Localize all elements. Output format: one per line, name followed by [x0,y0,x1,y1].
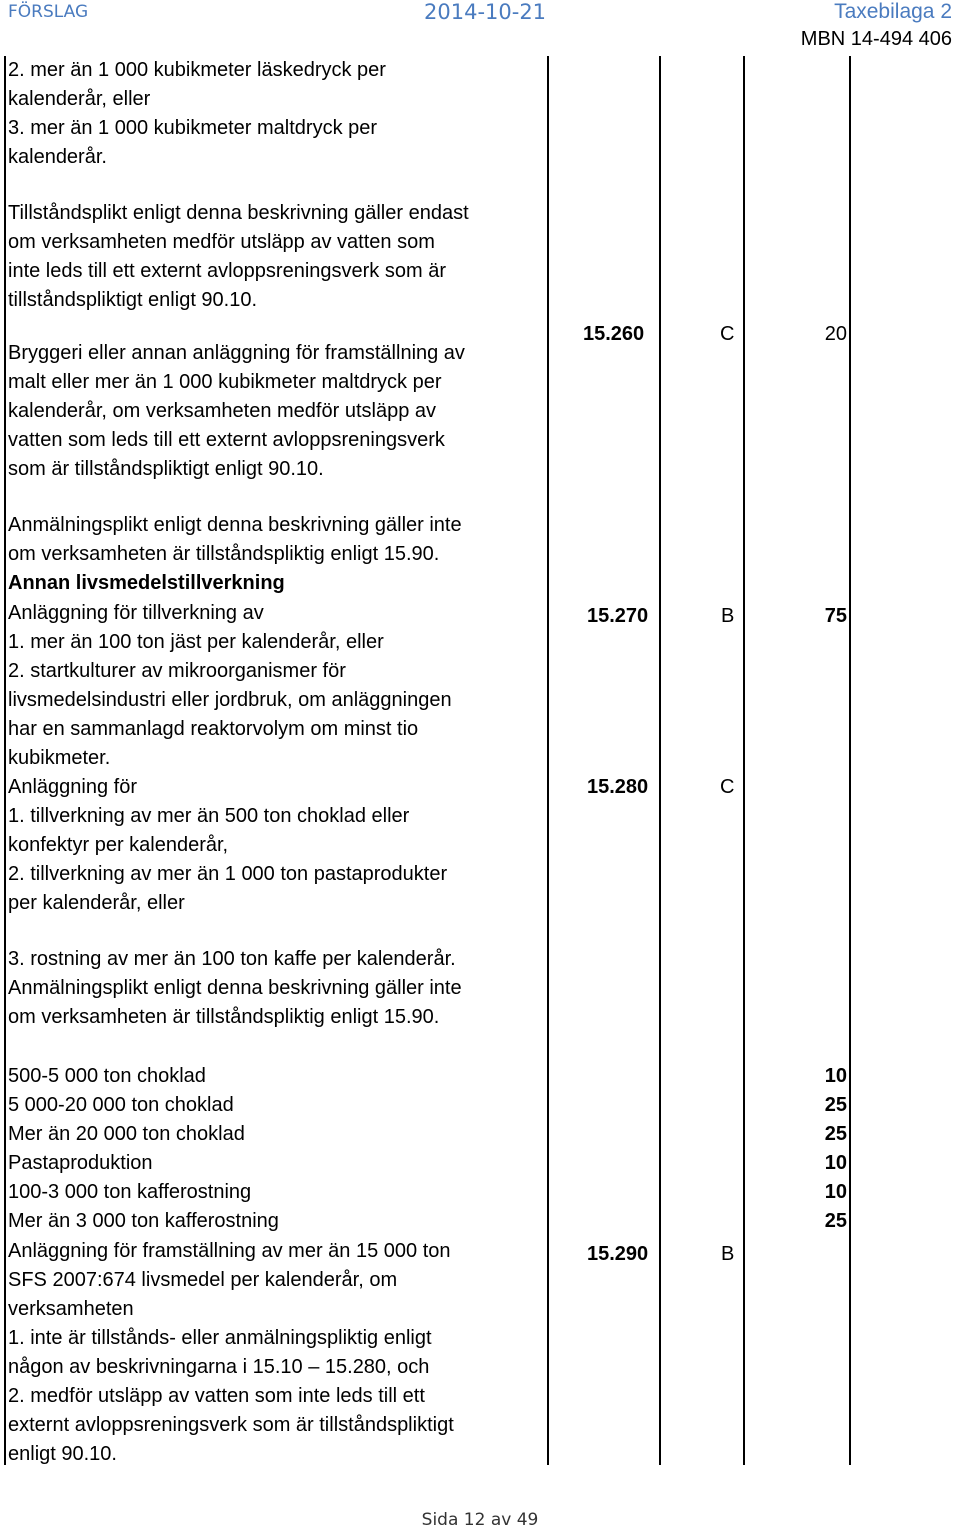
description-line: Anmälningsplikt enligt denna beskrivning gäller inte [8,514,462,536]
document-date: 2014-10-21 [424,0,547,24]
description-line: tillståndspliktigt enligt 90.10. [8,289,258,311]
table-border-fee [743,56,745,1465]
fee-category-line: 100-3 000 ton kafferostning [8,1181,252,1203]
description-line: Anmälningsplikt enligt denna beskrivning gäller inte [8,977,462,999]
draft-label: FÖRSLAG [8,2,89,22]
description-line: 1. tillverkning av mer än 500 ton choklad eller [8,805,410,827]
description-line: 1. mer än 100 ton jäst per kalenderår, eller [8,631,384,653]
description-line: Anläggning för tillverkning av [8,602,264,624]
description-line: 2. startkulturer av mikroorganismer för [8,660,346,682]
description-line: om verksamheten är tillståndspliktig enligt 15.90. [8,543,440,565]
activity-code: 15.270 [587,605,649,627]
table-border-class [659,56,661,1465]
fee-hours: 25 [824,1123,847,1145]
description-line: kubikmeter. [8,747,111,769]
description-line: någon av beskrivningarna i 15.10 – 15.280, och [8,1356,430,1378]
fee-hours: 20 [824,323,847,345]
description-line: kalenderår. [8,146,107,168]
description-line: konfektyr per kalenderår, [8,834,229,856]
fee-hours: 10 [824,1152,847,1174]
appendix-title: Taxebilaga 2 [834,0,952,23]
fee-hours: 10 [824,1065,847,1087]
page-number: Sida 12 av 49 [421,1510,539,1530]
fee-category-line: Pastaproduktion [8,1152,153,1174]
permit-class: C [720,776,735,798]
description-line: vatten som leds till ett externt avloppsreningsverk [8,429,445,451]
description-line: livsmedelsindustri eller jordbruk, om anläggningen [8,689,452,711]
description-line: malt eller mer än 1 000 kubikmeter maltdryck per [8,371,442,393]
description-line: kalenderår, om verksamheten medför utsläpp av [8,400,436,422]
description-line: SFS 2007:674 livsmedel per kalenderår, om [8,1269,398,1291]
fee-hours: 10 [824,1181,847,1203]
reference-number: MBN 14-494 406 [800,28,952,50]
fee-category-line: Mer än 20 000 ton choklad [8,1123,245,1145]
permit-class: C [720,323,735,345]
activity-code: 15.290 [587,1243,649,1265]
description-line: Tillståndsplikt enligt denna beskrivning gäller endast [8,202,469,224]
description-line: enligt 90.10. [8,1443,117,1465]
description-line: 3. mer än 1 000 kubikmeter maltdryck per [8,117,378,139]
fee-category-line: Mer än 3 000 ton kafferostning [8,1210,279,1232]
fee-hours: 25 [824,1094,847,1116]
table-border-left [4,56,6,1465]
description-line: Anläggning för [8,776,137,798]
description-line: 2. mer än 1 000 kubikmeter läskedryck per [8,59,386,81]
description-line: kalenderår, eller [8,88,151,110]
description-line: externt avloppsreningsverk som är tillståndspliktigt [8,1414,454,1436]
description-line: 3. rostning av mer än 100 ton kaffe per kalenderår. [8,948,456,970]
description-line: 1. inte är tillstånds- eller anmälningspliktig enligt [8,1327,432,1349]
description-line: som är tillståndspliktigt enligt 90.10. [8,458,324,480]
fee-category-line: 500-5 000 ton choklad [8,1065,206,1087]
description-line: Bryggeri eller annan anläggning för framställning av [8,342,465,364]
activity-code: 15.260 [583,323,645,345]
fee-hours: 75 [824,605,847,627]
table-border-right [849,56,851,1465]
permit-class: B [721,1243,735,1265]
table-border-code [547,56,549,1465]
activity-code: 15.280 [587,776,649,798]
permit-class: B [721,605,735,627]
description-line: Anläggning för framställning av mer än 15 000 ton [8,1240,451,1262]
description-line: om verksamheten medför utsläpp av vatten som [8,231,435,253]
description-line: verksamheten [8,1298,134,1320]
description-line: per kalenderår, eller [8,892,185,914]
fee-hours: 25 [824,1210,847,1232]
fee-category-line: 5 000-20 000 ton choklad [8,1094,234,1116]
description-line: 2. tillverkning av mer än 1 000 ton pastaprodukter [8,863,448,885]
description-line: om verksamheten är tillståndspliktig enligt 15.90. [8,1006,440,1028]
section-heading: Annan livsmedelstillverkning [8,572,285,594]
description-line: har en sammanlagd reaktorvolym om minst tio [8,718,419,740]
description-line: 2. medför utsläpp av vatten som inte leds till ett [8,1385,425,1407]
description-line: inte leds till ett externt avloppsreningsverk som är [8,260,446,282]
